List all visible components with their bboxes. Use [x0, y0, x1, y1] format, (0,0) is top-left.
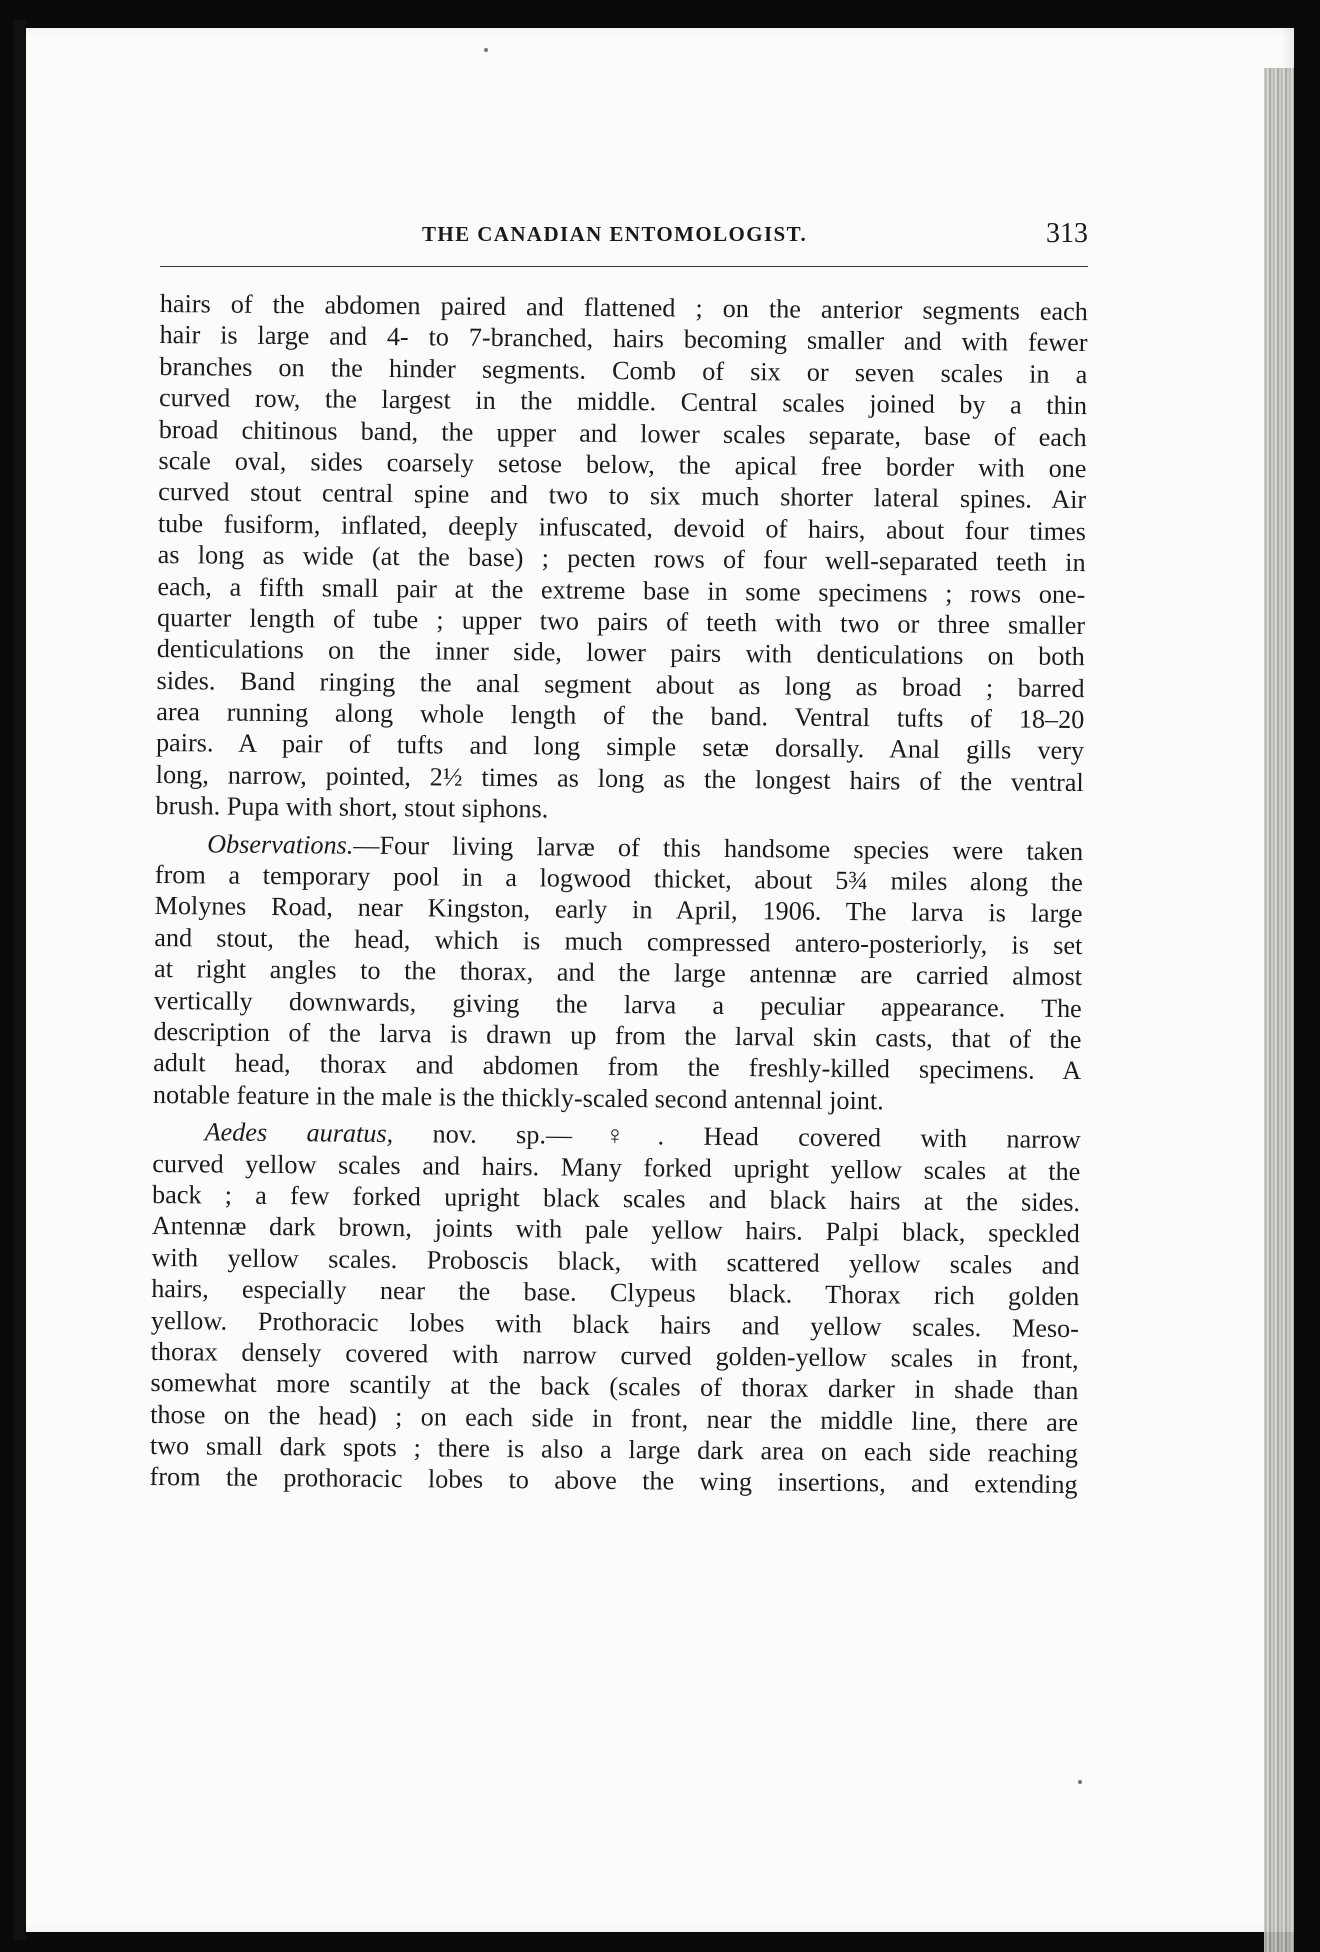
page-fore-edge: [1264, 68, 1294, 1952]
page-header: [160, 218, 1088, 262]
text-line: curved yellow scales and hairs. Many forked upright yellow scales at the: [152, 1148, 1081, 1186]
text-line: hairs of the abdomen paired and flattened ; on the anterior segments each: [159, 288, 1088, 327]
text-line: area running along whole length of the band. Ventral tufts of 18–20: [156, 697, 1085, 735]
text-line: thorax densely covered with narrow curved golden-yellow scales in front,: [150, 1336, 1079, 1374]
text-line: from a temporary pool in a logwood thicket, about 5¾ miles along the: [154, 860, 1083, 898]
text-line: quarter length of tube ; upper two pairs of teeth with two or three smaller: [156, 602, 1086, 640]
text-line: denticulations on the inner side, lower pairs with denticulations on both: [156, 634, 1085, 672]
header-rule: [160, 266, 1088, 267]
text-line: as long as wide (at the base) ; pecten rows of four well-separated teeth in: [157, 540, 1086, 578]
text-line: with yellow scales. Proboscis black, with scattered yellow scales and: [151, 1242, 1080, 1280]
text-line: back ; a few forked upright black scales and black hairs at the sides.: [151, 1179, 1081, 1218]
text-run: nov. sp.—♀. Head covered with narrow: [393, 1119, 1081, 1155]
text-line: long, narrow, pointed, 2½ times as long as the longest hairs of the ventral: [155, 759, 1084, 797]
text-line: adult head, thorax and abdomen from the freshly-killed specimens. A: [153, 1048, 1082, 1086]
text-line: each, a fifth small pair at the extreme base in some specimens ; rows one-: [157, 571, 1086, 609]
dust-speck: [1078, 1780, 1082, 1784]
text-line: curved stout central spine and two to six much shorter lateral spines. Air: [158, 477, 1087, 515]
text-line: at right angles to the thorax, and the large antennæ are carried almost: [153, 954, 1083, 992]
text-line: curved row, the largest in the middle. Central scales joined by a thin: [158, 383, 1088, 421]
text-line: hairs, especially near the base. Clypeus black. Thorax rich golden: [151, 1274, 1080, 1312]
text-line: yellow. Prothoracic lobes with black hairs and yellow scales. Meso-: [150, 1305, 1080, 1343]
paragraph-aedes-auratus: [149, 1116, 1080, 1501]
text-line: and stout, the head, which is much compressed antero-posteriorly, is set: [154, 922, 1083, 960]
paragraph-observations: [153, 828, 1083, 1119]
text-line: Molynes Road, near Kingston, early in April, 1906. The larva is large: [154, 891, 1083, 929]
book-binding-edge: [14, 20, 26, 1940]
text-line: from the prothoracic lobes to above the wing insertions, and extending: [149, 1462, 1078, 1500]
text-line: description of the larva is drawn up from the larval skin casts, that of the: [153, 1016, 1082, 1055]
text-line: notable feature in the male is the thickly-scaled second antennal joint.: [152, 1079, 884, 1116]
observations-heading: Observations.: [207, 829, 354, 860]
body-text: [149, 288, 1087, 1501]
text-run: —Four living larvæ of this handsome species were taken: [353, 830, 1084, 866]
text-line: Antennæ dark brown, joints with pale yellow hairs. Palpi black, speckled: [151, 1211, 1080, 1249]
text-line: somewhat more scantily at the back (scales of thorax darker in shade than: [150, 1368, 1079, 1406]
running-head: THE CANADIAN ENTOMOLOGIST.: [422, 222, 808, 246]
text-line: broad chitinous band, the upper and lower scales separate, base of each: [158, 414, 1087, 452]
paragraph-larva-description: [155, 288, 1088, 830]
text-line: vertically downwards, giving the larva a peculiar appearance. The: [153, 985, 1082, 1023]
text-line: brush. Pupa with short, stout siphons.: [155, 791, 549, 824]
dust-speck: [484, 48, 488, 52]
text-line: sides. Band ringing the anal segment about as long as broad ; barred: [156, 665, 1085, 703]
text-line: those on the head) ; on each side in front, near the middle line, there are: [150, 1399, 1079, 1437]
species-name: Aedes auratus,: [204, 1117, 394, 1149]
text-line: branches on the hinder segments. Comb of six or seven scales in a: [159, 351, 1088, 389]
text-line: scale oval, sides coarsely setose below, the apical free border with one: [158, 445, 1087, 484]
text-line: two small dark spots ; there is also a large dark area on each side reaching: [149, 1431, 1078, 1469]
text-line: pairs. A pair of tufts and long simple setæ dorsally. Anal gills very: [155, 728, 1085, 766]
text-line: hair is large and 4- to 7-branched, hairs becoming smaller and with fewer: [159, 320, 1088, 358]
page-number: 313: [1046, 218, 1088, 249]
text-line: tube fusiform, inflated, deeply infuscated, devoid of hairs, about four times: [157, 508, 1087, 546]
